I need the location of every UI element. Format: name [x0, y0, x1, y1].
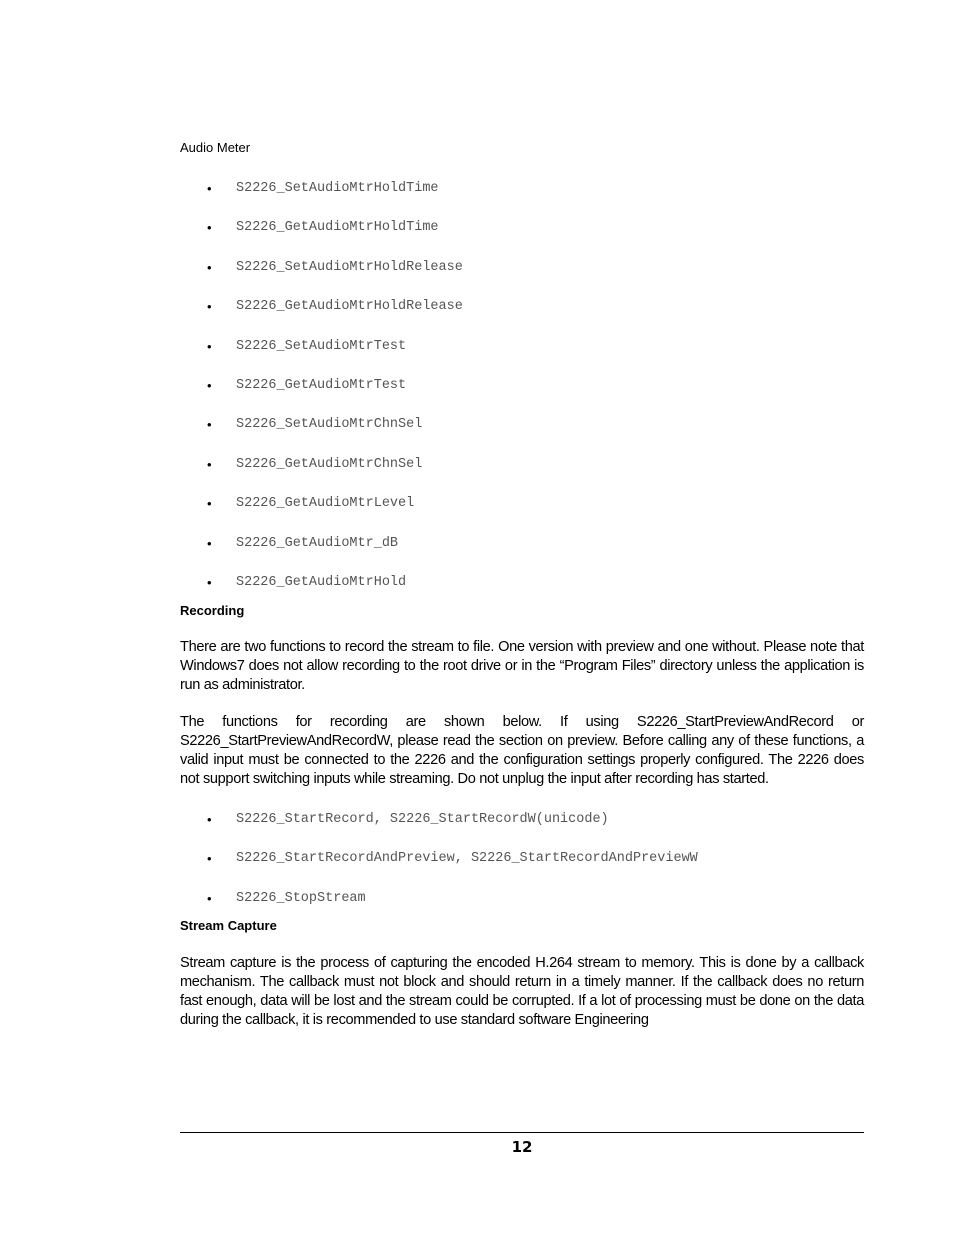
function-name: S2226_StartRecord, S2226_StartRecordW(unicode) [236, 811, 609, 827]
function-name: S2226_GetAudioMtrTest [236, 377, 407, 393]
bullet-icon: • [207, 377, 212, 393]
bullet-icon: • [207, 574, 212, 590]
recording-function-list [180, 810, 864, 918]
stream-capture-paragraph: Stream capture is the process of capturing the encoded H.264 stream to memory. This is done by a callback mechanism. The callback must not block and should return in a timely manner. If the callback does no return fast enough, data will be lost and the stream could be corrupted. If a lot of processing must be done on the data during the callback, it is recommended to use standard software Engineering [180, 954, 864, 1028]
bullet-icon: • [207, 456, 212, 472]
recording-paragraph-2: The functions for recording are shown below. If using S2226_StartPreviewAndRecord or S2226_StartPreviewAndRecordW, please read the section on preview. Before calling any of these functions, a valid input must be connected to the 2226 and the configuration settings properly configured. The 2226 does not support switching inputs while streaming. Do not unplug the input after recording has started. [180, 713, 864, 787]
list-item [180, 376, 864, 415]
list-item [180, 849, 864, 888]
function-name: S2226_GetAudioMtrChnSel [236, 456, 423, 472]
list-item [180, 573, 864, 603]
list-item [180, 810, 864, 849]
function-name: S2226_GetAudioMtrLevel [236, 496, 415, 512]
list-item [180, 258, 864, 297]
audio-meter-heading: Audio Meter [180, 140, 251, 155]
function-name: S2226_GetAudioMtrHoldTime [236, 220, 439, 236]
bullet-icon: • [207, 496, 212, 512]
list-item [180, 415, 864, 454]
recording-heading: Recording [180, 602, 245, 618]
function-name: S2226_SetAudioMtrChnSel [236, 417, 423, 433]
bullet-icon: • [207, 417, 212, 433]
bullet-icon: • [207, 259, 212, 275]
list-item [180, 455, 864, 494]
stream-capture-heading: Stream Capture [180, 917, 277, 933]
list-item [180, 179, 864, 218]
list-item [180, 218, 864, 257]
bullet-icon: • [207, 181, 212, 196]
function-name: S2226_SetAudioMtrHoldRelease [236, 259, 463, 275]
list-item [180, 534, 864, 573]
list-item [180, 494, 864, 533]
bullet-icon: • [207, 811, 212, 827]
function-name: S2226_GetAudioMtr_dB [236, 535, 399, 551]
audio-meter-function-list [180, 179, 864, 603]
function-name: S2226_SetAudioMtrTest [236, 338, 407, 354]
bullet-icon: • [207, 535, 212, 551]
function-name: S2226_GetAudioMtrHoldRelease [236, 299, 463, 315]
page-content [180, 140, 864, 1030]
bullet-icon: • [207, 338, 212, 354]
function-name: S2226_GetAudioMtrHold [236, 574, 407, 590]
function-name: S2226_SetAudioMtrHoldTime [236, 181, 439, 196]
bullet-icon: • [207, 220, 212, 236]
footer-divider [180, 1132, 864, 1133]
recording-paragraph-1: There are two functions to record the stream to file. One version with preview and one without. Please note that Windows7 does not allow recording to the root drive or in the “Program Files” directory unless the application is run as administrator. [180, 638, 864, 693]
bullet-icon: • [207, 851, 212, 867]
page-number: 12 [511, 1138, 533, 1156]
list-item [180, 337, 864, 376]
function-name: S2226_StartRecordAndPreview, S2226_StartRecordAndPreviewW [236, 851, 698, 867]
bullet-icon: • [207, 299, 212, 315]
bullet-icon: • [207, 890, 212, 906]
list-item [180, 889, 864, 918]
function-name: S2226_StopStream [236, 890, 366, 906]
list-item [180, 297, 864, 336]
